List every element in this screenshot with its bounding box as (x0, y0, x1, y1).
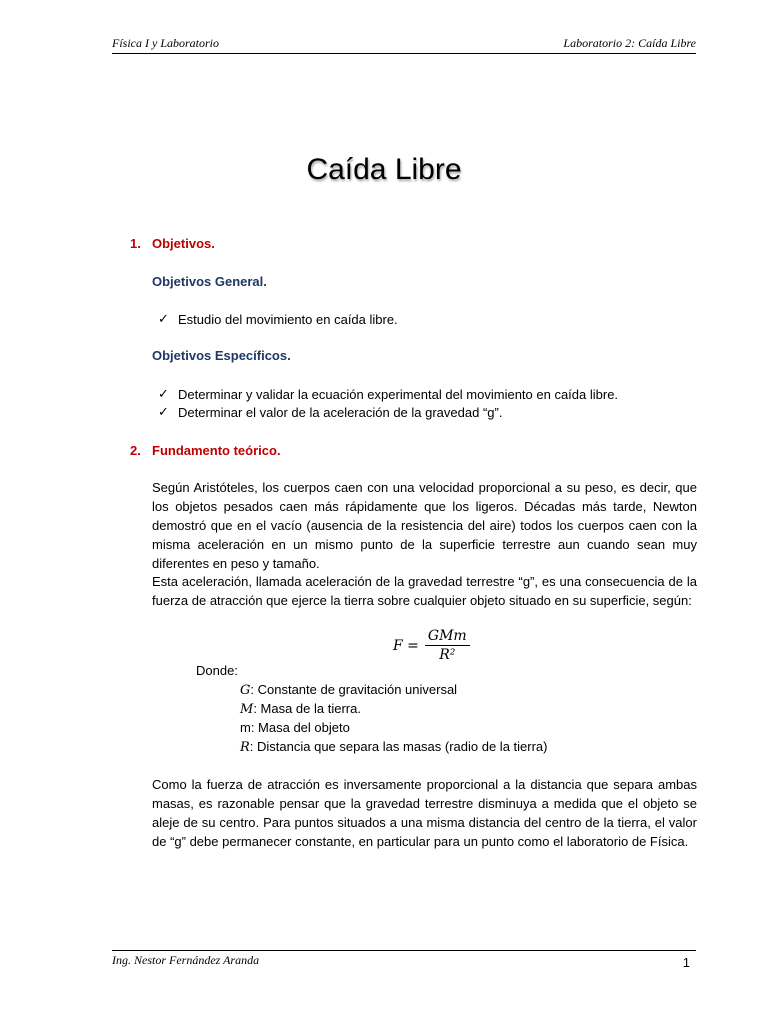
check-icon: ✓ (158, 404, 169, 419)
gravitation-formula (393, 628, 470, 663)
general-objectives-heading: Objetivos General. (152, 274, 267, 289)
where-label: Donde: (196, 663, 238, 678)
definition-text: : Constante de gravitación universal (250, 682, 458, 697)
footer-rule (112, 950, 696, 951)
page-number: 1 (682, 955, 690, 970)
page-header (112, 36, 696, 54)
section-1-number: 1. (130, 236, 141, 251)
paragraph-aristotle-newton: Según Aristóteles, los cuerpos caen con una velocidad proporcional a su peso, es decir, que los objetos pesados caen más rápidamente que los ligeros. Décadas más tarde, Newton demostró que en el vacío (ausencia de la resistencia del aire) todos los cuerpos caen con la misma aceleración en un mismo punto de la superficie terrestre aun cuando sean muy diferentes en peso y tamaño. (152, 480, 697, 571)
definition-symbol: G (240, 683, 251, 698)
formula-denominator: R² (439, 647, 456, 663)
definition-text: m: Masa del objeto (240, 720, 350, 735)
general-objective-item: Estudio del movimiento en caída libre. (178, 312, 398, 327)
specific-objective-item: Determinar el valor de la aceleración de la gravedad “g”. (178, 405, 503, 420)
check-icon: ✓ (158, 311, 169, 326)
definition-text: : Distancia que separa las masas (radio de la tierra) (249, 739, 548, 754)
specific-objectives-heading: Objetivos Específicos. (152, 348, 291, 363)
footer-author: Ing. Nestor Fernández Aranda (112, 953, 260, 967)
formula-fraction (425, 628, 470, 663)
formula-lhs: F = (393, 637, 419, 654)
document-title: Caída Libre (306, 153, 462, 186)
header-lab-title: Laboratorio 2: Caída Libre (563, 36, 696, 50)
section-1-heading: Objetivos. (152, 236, 215, 251)
definition-item (240, 739, 548, 755)
section-2-heading: Fundamento teórico. (152, 443, 281, 458)
definition-item (240, 720, 350, 736)
paragraph-inverse-proportional: Como la fuerza de atracción es inversamente proporcional a la distancia que separa ambas masas, es razonable pensar que la gravedad terrestre disminuya a medida que el objeto se aleje de su centro. Para puntos situados a una misma distancia del centro de la tierra, el valor de “g” debe permanecer constante, en particular para un punto como el laboratorio de Física. (152, 777, 697, 849)
definition-item (240, 682, 457, 698)
definition-symbol: M (240, 702, 254, 717)
definition-text: : Masa de la tierra. (253, 701, 361, 716)
formula-numerator: GMm (425, 628, 470, 646)
header-course: Física I y Laboratorio (112, 36, 219, 50)
check-icon: ✓ (158, 386, 169, 401)
section-2-number: 2. (130, 443, 141, 458)
paragraph-gravity-acceleration: Esta aceleración, llamada aceleración de la gravedad terrestre “g”, es una consecuencia de la fuerza de atracción que ejerce la tierra sobre cualquier objeto situado en su superficie, según: (152, 574, 697, 608)
definition-item (240, 701, 361, 717)
definition-symbol: R (240, 740, 250, 755)
specific-objective-item: Determinar y validar la ecuación experimental del movimiento en caída libre. (178, 387, 619, 402)
